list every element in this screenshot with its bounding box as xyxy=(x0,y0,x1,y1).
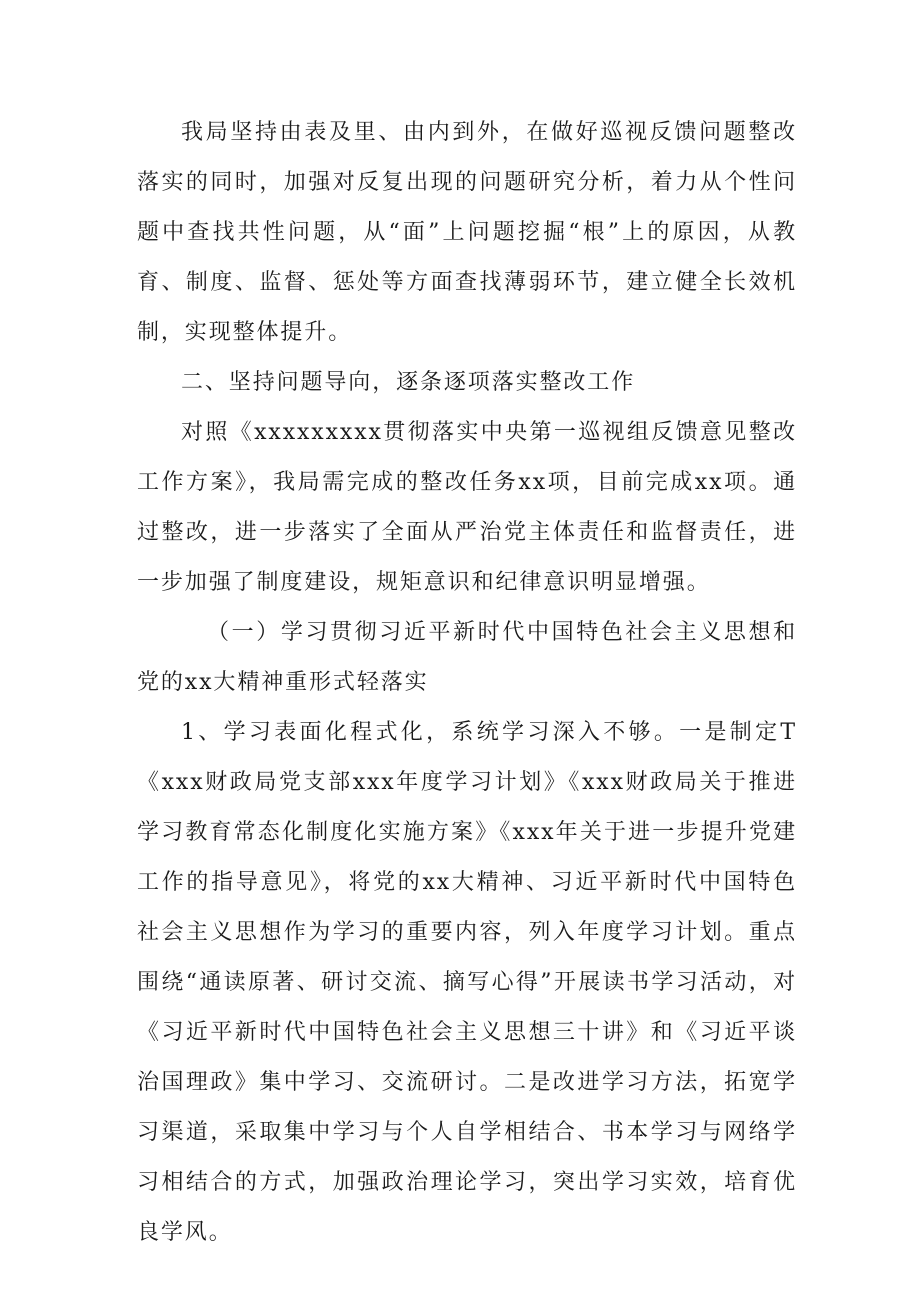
section-heading-2: 二、坚持问题导向，逐条逐项落实整改工作 xyxy=(181,370,636,395)
paragraph-item-1: 1、学习表面化程式化，系统学习深入不够。一是制定T《xxx财政局党支部xxx年度学习计划》《xxx财政局关于推进学习教育常态化制度化实施方案》《xxx年关于进一步提升党建工作的指导意见》，将党的xx大精神、习近平新时代中国特色社会主义思想作为学习的重要内容，列入年度学习计划。重点围绕“通读原著、研讨交流、摘写心得”开展读书学习活动，对《习近平新时代中国特色社会主义思想三十讲》和《习近平谈治国理政》集中学习、交流研讨。二是改进学习方法，拓宽学习渠道，采取集中学习与个人自学相结合、书本学习与网络学习相结合的方式，加强政治理论学习，突出学习实效，培育优良学风。 xyxy=(137,720,797,1245)
sub-heading-1: （一）学习贯彻习近平新时代中国特色社会主义思想和党的xx大精神重形式轻落实 xyxy=(137,620,797,695)
document-body xyxy=(137,108,797,1258)
paragraph-intro: 我局坚持由表及里、由内到外，在做好巡视反馈问题整改落实的同时，加强对反复出现的问题研究分析，着力从个性问题中查找共性问题，从“面”上问题挖掘“根”上的原因，从教育、制度、监督、惩处等方面查找薄弱环节，建立健全长效机制，实现整体提升。 xyxy=(137,120,797,345)
paragraph-rectification-summary: 对照《xxxxxxxxx贯彻落实中央第一巡视组反馈意见整改工作方案》，我局需完成的整改任务xx项，目前完成xx项。通过整改，进一步落实了全面从严治党主体责任和监督责任，进一步加强了制度建设，规矩意识和纪律意识明显增强。 xyxy=(137,420,797,595)
